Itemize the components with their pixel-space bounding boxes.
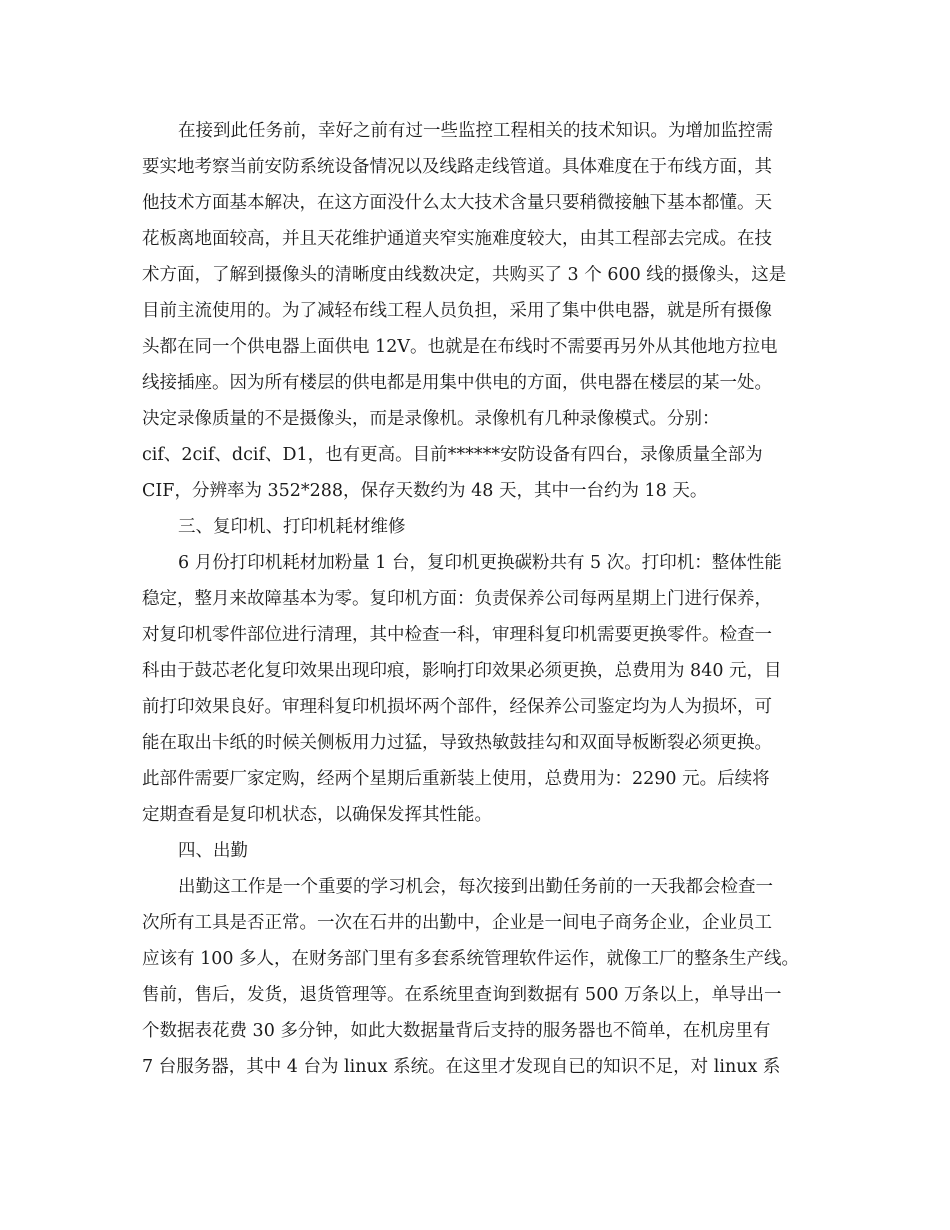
paragraph-line: cif、2cif、dcif、D1，也有更高。目前******安防设备有四台，录像质量全部为 (142, 445, 763, 465)
paragraph-line: 7 台服务器，其中 4 台为 linux 系统。在这里才发现自已的知识不足，对 linux 系 (142, 1057, 781, 1077)
paragraph-line: 能在取出卡纸的时候关侧板用力过猛，导致热敏鼓挂勾和双面导板断裂必须更换。 (142, 733, 772, 753)
paragraph-line: 应该有 100 多人，在财务部门里有多套系统管理软件运作，就像工厂的整条生产线。 (142, 949, 800, 969)
paragraph-line: CIF，分辨率为 352*288，保存天数约为 48 天，其中一台约为 18 天。 (142, 481, 708, 501)
section-heading: 三、复印机、打印机耗材维修 (178, 517, 406, 537)
paragraph-line: 6 月份打印机耗材加粉量 1 台，复印机更换碳粉共有 5 次。打印机：整体性能 (178, 553, 782, 573)
paragraph-line: 头都在同一个供电器上面供电 12V。也就是在布线时不需要再另外从其他地方拉电 (142, 337, 778, 357)
paragraph-line: 线接插座。因为所有楼层的供电都是用集中供电的方面，供电器在楼层的某一处。 (142, 373, 772, 393)
paragraph-line: 此部件需要厂家定购，经两个星期后重新装上使用，总费用为：2290 元。后续将 (142, 769, 770, 789)
paragraph-line: 决定录像质量的不是摄像头，而是录像机。录像机有几种录像模式。分别： (142, 409, 720, 429)
section-heading: 四、出勤 (178, 841, 248, 861)
paragraph-line: 前打印效果良好。审理科复印机损坏两个部件，经保养公司鉴定均为人为损坏，可 (142, 697, 772, 717)
paragraph-line: 花板离地面较高，并且天花维护通道夹窄实施难度较大，由其工程部去完成。在技 (142, 229, 772, 249)
paragraph-line: 目前主流使用的。为了减轻布线工程人员负担，采用了集中供电器，就是所有摄像 (142, 301, 772, 321)
paragraph-line: 他技术方面基本解决，在这方面没什么太大技术含量只要稍微接触下基本都懂。天 (142, 193, 772, 213)
paragraph-line: 稳定，整月来故障基本为零。复印机方面：负责保养公司每两星期上门进行保养， (142, 589, 772, 609)
paragraph-line: 在接到此任务前，幸好之前有过一些监控工程相关的技术知识。为增加监控需 (178, 121, 773, 141)
paragraph-line: 科由于鼓芯老化复印效果出现印痕，影响打印效果必须更换，总费用为 840 元，目 (142, 661, 782, 681)
paragraph-line: 术方面，了解到摄像头的清晰度由线数决定，共购买了 3 个 600 线的摄像头，这是 (142, 265, 787, 285)
paragraph-line: 出勤这工作是一个重要的学习机会，每次接到出勤任务前的一天我都会检查一 (178, 877, 773, 897)
paragraph-line: 定期查看是复印机状态，以确保发挥其性能。 (142, 805, 492, 825)
paragraph-line: 个数据表花费 30 多分钟，如此大数据量背后支持的服务器也不简单，在机房里有 (142, 1021, 771, 1041)
paragraph-line: 售前，售后，发货，退货管理等。在系统里查询到数据有 500 万条以上，单导出一 (142, 985, 782, 1005)
paragraph-line: 次所有工具是否正常。一次在石井的出勤中，企业是一间电子商务企业，企业员工 (142, 913, 772, 933)
paragraph-line: 要实地考察当前安防系统设备情况以及线路走线管道。具体难度在于布线方面，其 (142, 157, 772, 177)
paragraph-line: 对复印机零件部位进行清理，其中检查一科，审理科复印机需要更换零件。检查一 (142, 625, 772, 645)
